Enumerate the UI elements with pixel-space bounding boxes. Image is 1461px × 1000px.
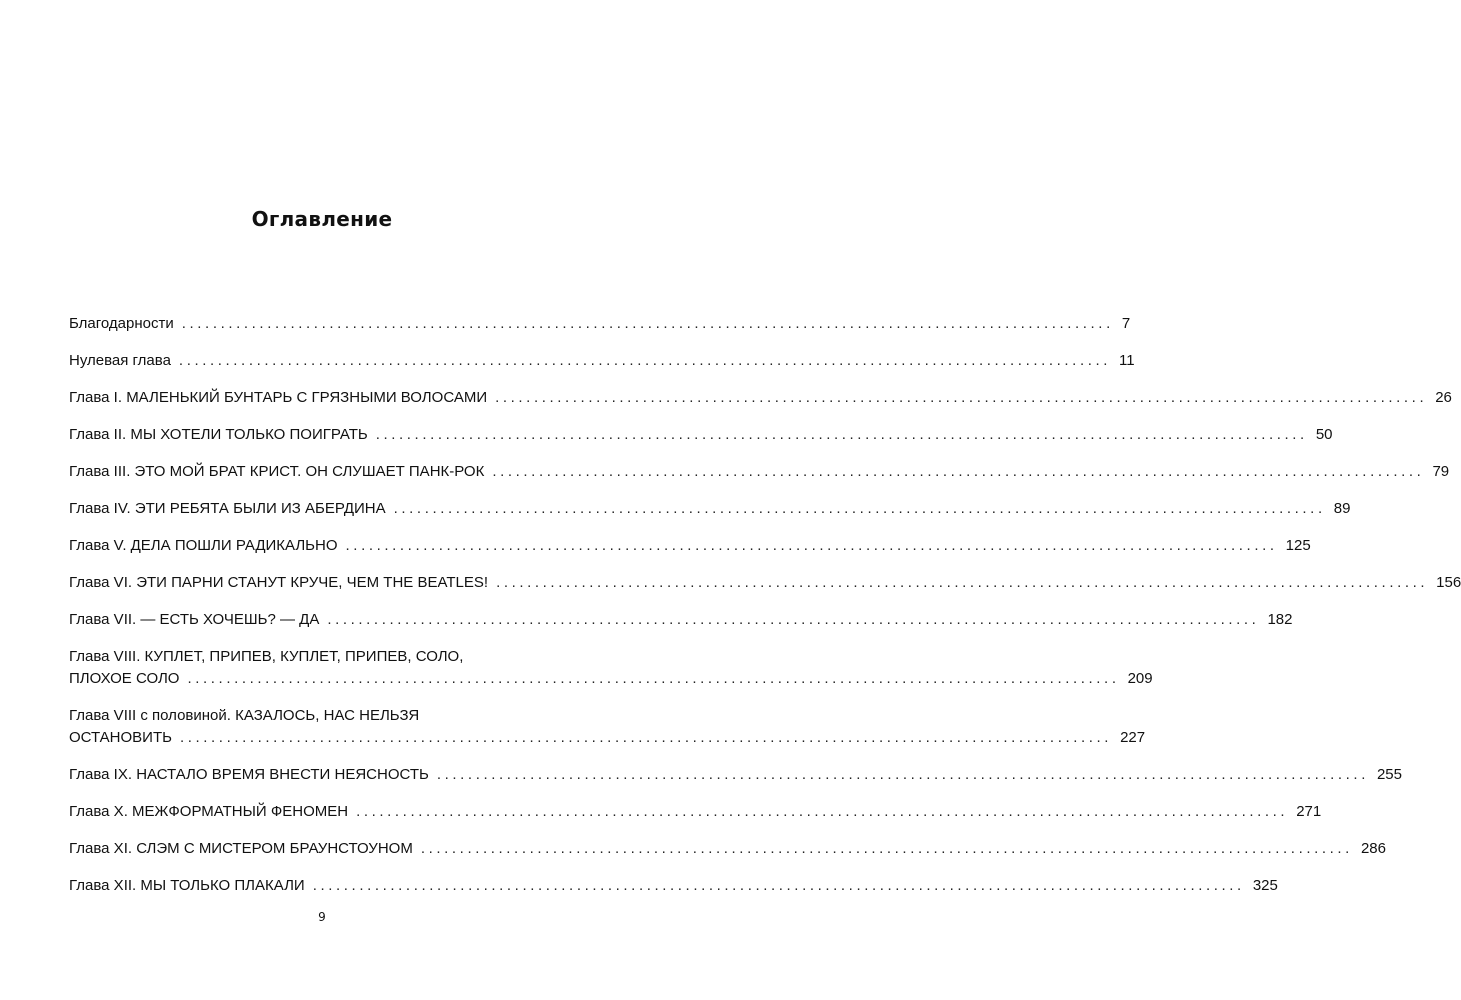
dot-leader: ........................................................................................................................ bbox=[181, 315, 1114, 332]
toc-entry-title: Глава VII. — ЕСТЬ ХОЧЕШЬ? — ДА bbox=[69, 611, 320, 628]
toc-entry-row bbox=[69, 387, 1452, 409]
dot-leader: ........................................................................................................................ bbox=[179, 729, 1113, 746]
toc-entry bbox=[69, 424, 1333, 446]
toc-entry-title: Благодарности bbox=[69, 315, 174, 332]
toc-entry bbox=[69, 838, 1386, 860]
page-title: Оглавление bbox=[251, 207, 393, 232]
toc-entry bbox=[69, 801, 1322, 823]
toc-entry bbox=[69, 350, 1135, 372]
toc-entry bbox=[69, 609, 1293, 631]
toc-entry-title: Глава VI. ЭТИ ПАРНИ СТАНУТ КРУЧЕ, ЧЕМ THE BEATLES! bbox=[69, 574, 489, 591]
toc-entry-title-line: Глава VIII. КУПЛЕТ, ПРИПЕВ, КУПЛЕТ, ПРИПЕВ, СОЛО, bbox=[69, 648, 464, 665]
toc-entry-row bbox=[69, 727, 1146, 749]
toc-entry-page: 286 bbox=[1360, 840, 1386, 857]
toc-entry-row bbox=[69, 313, 1131, 335]
toc-entry-page: 11 bbox=[1119, 352, 1135, 369]
toc-entry-row bbox=[69, 609, 1293, 631]
toc-entry-row bbox=[69, 350, 1135, 372]
table-of-contents bbox=[69, 313, 1461, 912]
toc-entry bbox=[69, 461, 1450, 483]
dot-leader: ........................................................................................................................ bbox=[345, 537, 1278, 554]
toc-entry-page: 26 bbox=[1435, 389, 1452, 406]
toc-entry-title: Глава II. МЫ ХОТЕЛИ ТОЛЬКО ПОИГРАТЬ bbox=[69, 426, 368, 443]
toc-entry-page: 325 bbox=[1252, 877, 1278, 894]
toc-entry-row bbox=[69, 498, 1351, 520]
dot-leader: ........................................................................................................................ bbox=[356, 803, 1289, 820]
toc-entry-title: Глава XI. СЛЭМ С МИСТЕРОМ БРАУНСТОУНОМ bbox=[69, 840, 413, 857]
toc-entry-title: ОСТАНОВИТЬ bbox=[69, 729, 172, 746]
toc-entry-page: 7 bbox=[1121, 315, 1131, 332]
toc-entry bbox=[69, 572, 1461, 594]
dot-leader: ........................................................................................................................ bbox=[496, 574, 1429, 591]
dot-leader: ........................................................................................................................ bbox=[495, 389, 1428, 406]
dot-leader: ........................................................................................................................ bbox=[436, 766, 1369, 783]
toc-entry-page: 227 bbox=[1120, 729, 1146, 746]
toc-entry-page: 50 bbox=[1315, 426, 1333, 443]
toc-entry-title: Глава I. МАЛЕНЬКИЙ БУНТАРЬ С ГРЯЗНЫМИ ВОЛОСАМИ bbox=[69, 389, 488, 406]
toc-entry-row bbox=[69, 668, 1153, 690]
toc-entry-row bbox=[69, 838, 1386, 860]
toc-entry bbox=[69, 387, 1452, 409]
toc-entry bbox=[69, 498, 1351, 520]
toc-entry-page: 255 bbox=[1376, 766, 1402, 783]
toc-entry-title: ПЛОХОЕ СОЛО bbox=[69, 670, 180, 687]
toc-entry bbox=[69, 705, 1146, 749]
toc-entry-title: Глава III. ЭТО МОЙ БРАТ КРИСТ. ОН СЛУШАЕТ ПАНК-РОК bbox=[69, 463, 485, 480]
toc-entry-title: Глава X. МЕЖФОРМАТНЫЙ ФЕНОМЕН bbox=[69, 803, 349, 820]
toc-entry bbox=[69, 535, 1311, 557]
toc-entry-page: 271 bbox=[1296, 803, 1322, 820]
toc-entry bbox=[69, 764, 1402, 786]
dot-leader: ........................................................................................................................ bbox=[312, 877, 1245, 894]
toc-entry-page: 89 bbox=[1333, 500, 1351, 517]
page-number: 9 bbox=[318, 910, 326, 924]
dot-leader: ........................................................................................................................ bbox=[187, 670, 1120, 687]
dot-leader: ........................................................................................................................ bbox=[420, 840, 1353, 857]
toc-entry-title: Глава XII. МЫ ТОЛЬКО ПЛАКАЛИ bbox=[69, 877, 305, 894]
dot-leader: ........................................................................................................................ bbox=[393, 500, 1326, 517]
dot-leader: ........................................................................................................................ bbox=[327, 611, 1260, 628]
toc-entry-page: 79 bbox=[1432, 463, 1450, 480]
toc-entry-title: Нулевая глава bbox=[69, 352, 171, 369]
toc-entry-page: 182 bbox=[1267, 611, 1293, 628]
toc-entry-row bbox=[69, 764, 1402, 786]
toc-entry-title: Глава IV. ЭТИ РЕБЯТА БЫЛИ ИЗ АБЕРДИНА bbox=[69, 500, 386, 517]
toc-entry-page: 125 bbox=[1285, 537, 1311, 554]
toc-entry-row bbox=[69, 461, 1450, 483]
dot-leader: ........................................................................................................................ bbox=[375, 426, 1308, 443]
toc-entry-title: Глава V. ДЕЛА ПОШЛИ РАДИКАЛЬНО bbox=[69, 537, 338, 554]
toc-entry-page: 156 bbox=[1436, 574, 1461, 591]
toc-entry bbox=[69, 646, 1153, 690]
toc-entry-page: 209 bbox=[1127, 670, 1153, 687]
toc-entry-row bbox=[69, 801, 1322, 823]
dot-leader: ........................................................................................................................ bbox=[492, 463, 1425, 480]
toc-entry-row bbox=[69, 875, 1278, 897]
toc-entry bbox=[69, 313, 1131, 335]
toc-entry-row bbox=[69, 535, 1311, 557]
toc-entry-title-line: Глава VIII с половиной. КАЗАЛОСЬ, НАС НЕЛЬЗЯ bbox=[69, 707, 420, 724]
toc-entry bbox=[69, 875, 1278, 897]
dot-leader: ........................................................................................................................ bbox=[178, 352, 1112, 369]
toc-entry-row bbox=[69, 572, 1461, 594]
toc-entry-row bbox=[69, 424, 1333, 446]
toc-entry-title: Глава IX. НАСТАЛО ВРЕМЯ ВНЕСТИ НЕЯСНОСТЬ bbox=[69, 766, 429, 783]
